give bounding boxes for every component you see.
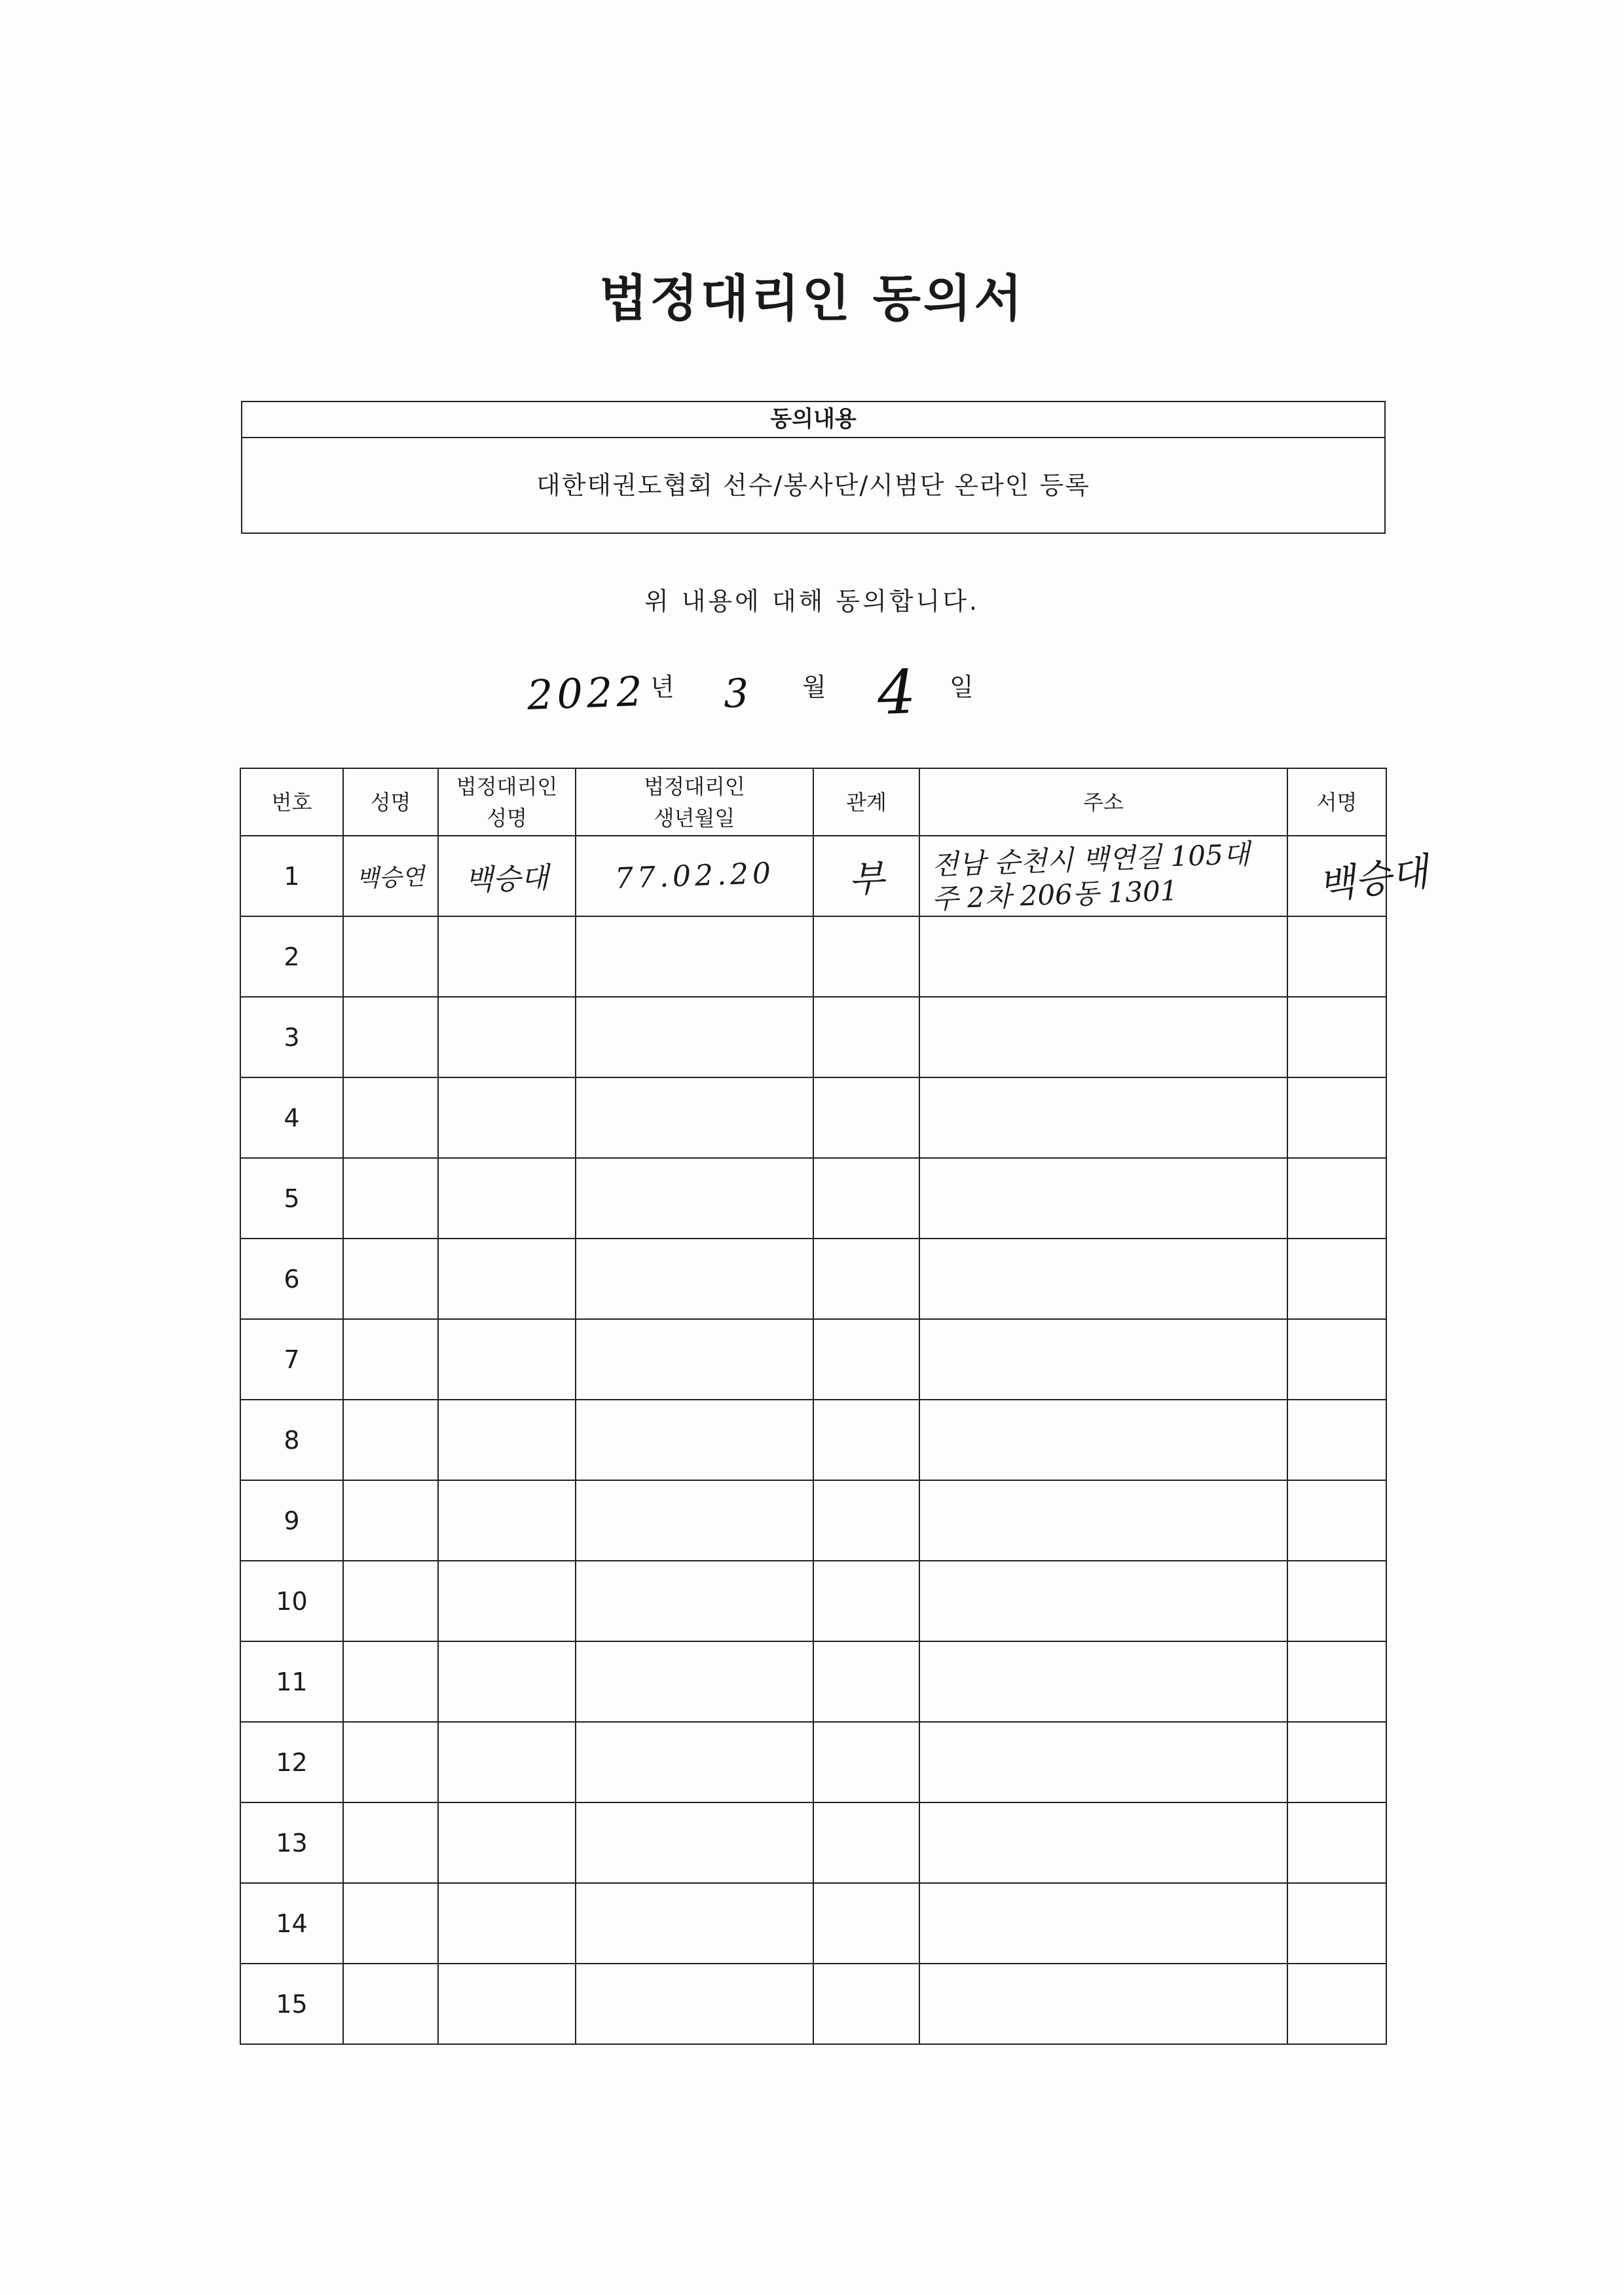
guardian-name-cell <box>438 916 576 997</box>
guardian-birth-cell <box>576 1641 813 1722</box>
row-number: 10 <box>240 1561 343 1641</box>
address-line1-handwritten: 전남 순천시 백연길 105대 <box>931 837 1251 881</box>
guardian-name-cell <box>438 1964 576 2044</box>
relation-cell <box>813 1239 919 1319</box>
signature-cell <box>1287 916 1386 997</box>
table-row <box>240 997 1386 1077</box>
guardian-name-cell <box>438 1722 576 1802</box>
row-number: 3 <box>240 997 343 1077</box>
row-number: 14 <box>240 1883 343 1964</box>
header-guardian-name <box>438 768 576 836</box>
name-cell <box>343 997 438 1077</box>
address-cell <box>919 1158 1287 1239</box>
name-cell <box>343 916 438 997</box>
consent-box <box>241 401 1386 534</box>
address-line2-handwritten: 주 2차 206동 1301 <box>931 874 1179 915</box>
signature-cell <box>1287 1964 1386 2044</box>
table-row <box>240 1964 1386 2044</box>
guardian-birth-cell <box>576 997 813 1077</box>
date-year-unit: 년 <box>650 673 674 701</box>
name-cell <box>343 836 438 916</box>
guardian-birth-cell <box>576 836 813 916</box>
signature-cell <box>1287 1722 1386 1802</box>
date-month-handwritten: 3 <box>722 670 750 717</box>
address-cell <box>919 1802 1287 1883</box>
signature-cell <box>1287 1883 1386 1964</box>
signature-cell <box>1287 1400 1386 1480</box>
header-address: 주소 <box>919 768 1287 836</box>
guardian-name-cell <box>438 1239 576 1319</box>
guardian-name-cell <box>438 836 576 916</box>
guardian-birth-cell <box>576 1722 813 1802</box>
guardian-birth-cell <box>576 1802 813 1883</box>
header-guardian-birth-line2: 생년월일 <box>654 805 735 830</box>
guardian-name-cell <box>438 1883 576 1964</box>
agreement-statement: 위 내용에 대해 동의합니다. <box>644 587 980 616</box>
row-number: 8 <box>240 1400 343 1480</box>
relation-cell <box>813 1802 919 1883</box>
name-cell <box>343 1964 438 2044</box>
guardian-birth-cell <box>576 1883 813 1964</box>
address-cell <box>919 997 1287 1077</box>
guardian-name-cell <box>438 1400 576 1480</box>
header-guardian-birth-line1: 법정대리인 <box>644 774 745 799</box>
signature-cell <box>1287 1480 1386 1561</box>
header-relation: 관계 <box>813 768 919 836</box>
address-cell <box>919 1561 1287 1641</box>
date-month-unit: 월 <box>802 673 826 701</box>
name-handwritten: 백승연 <box>356 863 426 893</box>
signature-cell <box>1287 1802 1386 1883</box>
signature-cell <box>1287 836 1431 916</box>
row-number: 9 <box>240 1480 343 1561</box>
guardian-name-cell <box>438 1641 576 1722</box>
address-cell <box>919 836 1287 916</box>
guardian-birth-cell <box>576 1077 813 1158</box>
name-cell <box>343 1400 438 1480</box>
address-cell <box>919 916 1287 997</box>
signature-cell <box>1287 1561 1386 1641</box>
row-number: 13 <box>240 1802 343 1883</box>
name-cell <box>343 1239 438 1319</box>
guardian-name-cell <box>438 1480 576 1561</box>
table-row <box>240 916 1386 997</box>
address-cell <box>919 1641 1287 1722</box>
address-cell <box>919 1400 1287 1480</box>
header-guardian-birth <box>576 768 813 836</box>
table-row <box>240 1722 1386 1802</box>
table-row <box>240 1077 1386 1158</box>
address-cell <box>919 1480 1287 1561</box>
row-number: 2 <box>240 916 343 997</box>
header-signature: 서명 <box>1287 768 1386 836</box>
guardian-birth-cell <box>576 1480 813 1561</box>
table-row <box>240 1319 1386 1400</box>
name-cell <box>343 1561 438 1641</box>
guardian-name-cell <box>438 1077 576 1158</box>
relation-cell <box>813 1077 919 1158</box>
header-name: 성명 <box>343 768 438 836</box>
table-row <box>240 1480 1386 1561</box>
address-cell <box>919 1239 1287 1319</box>
relation-cell <box>813 997 919 1077</box>
row-number: 6 <box>240 1239 343 1319</box>
name-cell <box>343 1641 438 1722</box>
signature-cell <box>1287 1239 1386 1319</box>
consent-box-content: 대한태권도협회 선수/봉사단/시범단 온라인 등록 <box>536 471 1090 500</box>
signature-handwritten: 백승대 <box>1315 849 1431 909</box>
guardian-name-handwritten: 백승대 <box>464 861 549 897</box>
row-number: 4 <box>240 1077 343 1158</box>
date-day-handwritten: 4 <box>876 656 917 728</box>
row-number: 5 <box>240 1158 343 1239</box>
row-number: 11 <box>240 1641 343 1722</box>
guardian-birth-cell <box>576 1158 813 1239</box>
consent-box-header: 동의내용 <box>242 402 1384 438</box>
name-cell <box>343 1480 438 1561</box>
guardian-birth-cell <box>576 1561 813 1641</box>
table-row <box>240 836 1386 916</box>
table-row <box>240 1158 1386 1239</box>
date-year-handwritten: 2022 <box>526 667 647 719</box>
guardian-name-cell <box>438 1319 576 1400</box>
table-row <box>240 1400 1386 1480</box>
table-row <box>240 1561 1386 1641</box>
relation-cell <box>813 1641 919 1722</box>
table-row <box>240 1641 1386 1722</box>
name-cell <box>343 1077 438 1158</box>
row-number: 15 <box>240 1964 343 2044</box>
guardian-birth-cell <box>576 916 813 997</box>
address-cell <box>919 1722 1287 1802</box>
name-cell <box>343 1722 438 1802</box>
guardian-birth-cell <box>576 1319 813 1400</box>
guardian-birth-handwritten: 77.02.20 <box>614 856 775 896</box>
guardian-birth-cell <box>576 1964 813 2044</box>
header-number: 번호 <box>240 768 343 836</box>
relation-cell <box>813 916 919 997</box>
address-cell <box>919 1319 1287 1400</box>
name-cell <box>343 1158 438 1239</box>
row-number: 7 <box>240 1319 343 1400</box>
relation-cell <box>813 836 919 916</box>
document-title: 법정대리인 동의서 <box>599 269 1025 327</box>
table-row <box>240 1883 1386 1964</box>
relation-cell <box>813 1722 919 1802</box>
relation-cell <box>813 1561 919 1641</box>
signature-cell <box>1287 1319 1386 1400</box>
signature-cell <box>1287 1077 1386 1158</box>
guardian-name-cell <box>438 1158 576 1239</box>
relation-cell <box>813 1883 919 1964</box>
relation-cell <box>813 1400 919 1480</box>
guardian-birth-cell <box>576 1400 813 1480</box>
address-cell <box>919 1077 1287 1158</box>
guardian-name-cell <box>438 1802 576 1883</box>
guardian-name-cell <box>438 997 576 1077</box>
header-guardian-name-line1: 법정대리인 <box>456 774 558 799</box>
relation-cell <box>813 1480 919 1561</box>
name-cell <box>343 1319 438 1400</box>
signature-cell <box>1287 1158 1386 1239</box>
name-cell <box>343 1802 438 1883</box>
signature-cell <box>1287 1641 1386 1722</box>
row-number: 12 <box>240 1722 343 1802</box>
date-day-unit: 일 <box>950 673 974 701</box>
signature-cell <box>1287 997 1386 1077</box>
relation-cell <box>813 1319 919 1400</box>
address-cell <box>919 1964 1287 2044</box>
relation-cell <box>813 1158 919 1239</box>
name-cell <box>343 1883 438 1964</box>
header-guardian-name-line2: 성명 <box>487 805 527 830</box>
table-row <box>240 1239 1386 1319</box>
guardian-name-cell <box>438 1561 576 1641</box>
address-cell <box>919 1883 1287 1964</box>
guardian-roster-table <box>240 768 1431 2045</box>
table-header-row <box>240 768 1386 836</box>
relation-cell <box>813 1964 919 2044</box>
row-number: 1 <box>240 836 343 916</box>
relation-handwritten: 부 <box>847 857 885 901</box>
table-row <box>240 1802 1386 1883</box>
guardian-birth-cell <box>576 1239 813 1319</box>
